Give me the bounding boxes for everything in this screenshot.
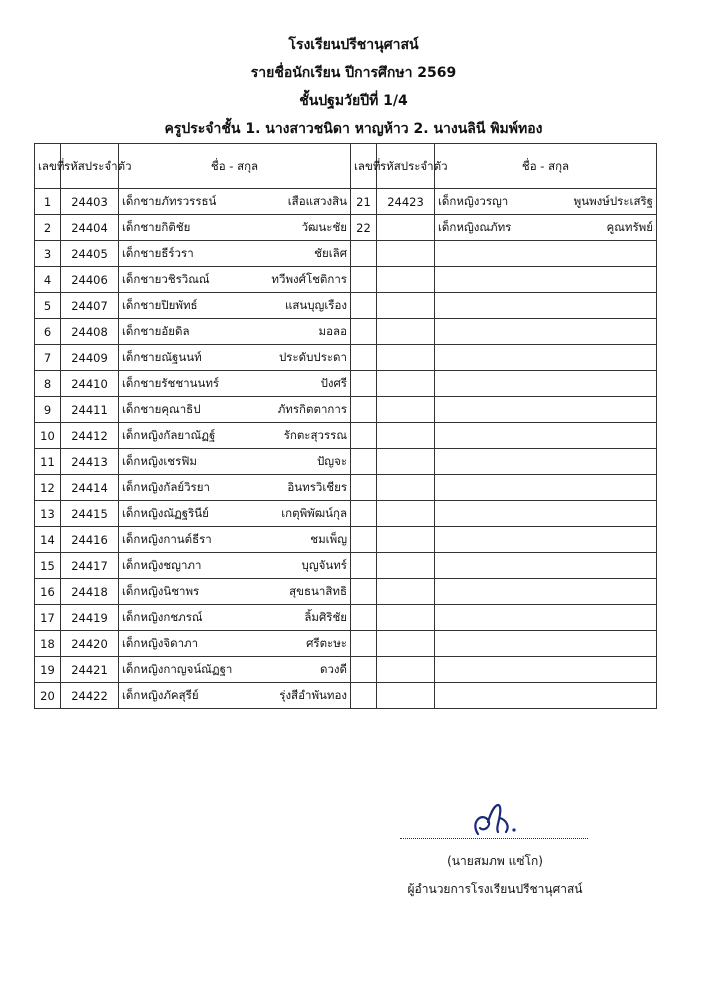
student-first-name: เด็กหญิงภัคสุรีย์ bbox=[122, 687, 199, 702]
student-id-right bbox=[377, 683, 435, 709]
student-last-name: มอลอ bbox=[318, 323, 347, 338]
student-name-cell-left bbox=[119, 579, 351, 605]
student-name-left bbox=[122, 635, 347, 653]
student-id-right bbox=[377, 293, 435, 319]
student-id-right bbox=[377, 501, 435, 527]
student-name-cell-right bbox=[435, 397, 657, 423]
student-name-cell-left bbox=[119, 631, 351, 657]
student-first-name: เด็กหญิงกานต์ธีรา bbox=[122, 531, 212, 546]
student-name-cell-right bbox=[435, 449, 657, 475]
table-row bbox=[35, 371, 657, 397]
student-last-name: แสนบุญเรือง bbox=[284, 297, 347, 312]
student-id-right bbox=[377, 449, 435, 475]
student-last-name: คูณทรัพย์ bbox=[606, 219, 653, 234]
student-name-cell-right bbox=[435, 553, 657, 579]
student-id-left: 24404 bbox=[61, 215, 119, 241]
student-name-cell-right bbox=[435, 423, 657, 449]
table-row bbox=[35, 631, 657, 657]
student-name-left bbox=[122, 349, 347, 367]
student-name-cell-right bbox=[435, 527, 657, 553]
student-first-name: เด็กชายวชิรวิณณ์ bbox=[122, 271, 210, 286]
class-name: ชั้นปฐมวัยปีที่ 1/4 bbox=[299, 93, 408, 109]
student-id-left: 24421 bbox=[61, 657, 119, 683]
table-row bbox=[35, 475, 657, 501]
student-name-cell-left bbox=[119, 475, 351, 501]
student-name-cell-right bbox=[435, 319, 657, 345]
student-last-name: บุญจันทร์ bbox=[301, 557, 347, 572]
student-no-left: 15 bbox=[35, 553, 61, 579]
student-no-left: 6 bbox=[35, 319, 61, 345]
student-name-cell-left bbox=[119, 189, 351, 215]
student-last-name: ศรีตะษะ bbox=[306, 635, 347, 650]
student-id-right bbox=[377, 319, 435, 345]
table-row bbox=[35, 241, 657, 267]
student-name-left bbox=[122, 479, 347, 497]
student-name-left bbox=[122, 505, 347, 523]
student-first-name: เด็กหญิงกัลยาณัฏฐ์ bbox=[122, 427, 216, 442]
student-name-cell-right bbox=[435, 605, 657, 631]
student-name-left bbox=[122, 271, 347, 289]
student-last-name: ปังศรี bbox=[320, 375, 347, 390]
table-row bbox=[35, 683, 657, 709]
table-row bbox=[35, 397, 657, 423]
student-no-right bbox=[351, 683, 377, 709]
student-name-left bbox=[122, 297, 347, 315]
student-first-name: เด็กหญิงนิชาพร bbox=[122, 583, 200, 598]
student-name-cell-left bbox=[119, 423, 351, 449]
student-name-cell-left bbox=[119, 293, 351, 319]
student-name-cell-right bbox=[435, 293, 657, 319]
student-id-left: 24420 bbox=[61, 631, 119, 657]
student-no-left: 16 bbox=[35, 579, 61, 605]
table-row bbox=[35, 293, 657, 319]
table-row bbox=[35, 423, 657, 449]
signatory-name: (นายสมภพ แซ่โก) bbox=[447, 854, 543, 868]
student-name-cell-right bbox=[435, 215, 657, 241]
student-no-left: 19 bbox=[35, 657, 61, 683]
table-row bbox=[35, 267, 657, 293]
list-title: รายชื่อนักเรียน ปีการศึกษา 2569 bbox=[250, 65, 457, 81]
student-id-left: 24414 bbox=[61, 475, 119, 501]
student-first-name: เด็กหญิงวรญา bbox=[438, 193, 509, 208]
student-name-cell-left bbox=[119, 605, 351, 631]
student-no-right: 21 bbox=[351, 189, 377, 215]
student-name-cell-right bbox=[435, 631, 657, 657]
student-name-left bbox=[122, 323, 347, 341]
student-first-name: เด็กหญิงชญาภา bbox=[122, 557, 202, 572]
student-id-right bbox=[377, 423, 435, 449]
student-no-left: 5 bbox=[35, 293, 61, 319]
student-no-right bbox=[351, 579, 377, 605]
table-row bbox=[35, 189, 657, 215]
student-no-right bbox=[351, 449, 377, 475]
student-first-name: เด็กชายธีร์วรา bbox=[122, 245, 194, 260]
student-id-right bbox=[377, 553, 435, 579]
table-row bbox=[35, 345, 657, 371]
student-id-left: 24422 bbox=[61, 683, 119, 709]
table-row bbox=[35, 319, 657, 345]
student-no-right bbox=[351, 657, 377, 683]
student-last-name: รุ่งสีอำพันทอง bbox=[279, 687, 347, 702]
student-first-name: เด็กชายคุณาธิป bbox=[122, 401, 201, 416]
roster-body bbox=[35, 189, 657, 709]
table-row bbox=[35, 579, 657, 605]
student-name-cell-right bbox=[435, 189, 657, 215]
student-id-left: 24411 bbox=[61, 397, 119, 423]
student-id-left: 24410 bbox=[61, 371, 119, 397]
student-id-left: 24405 bbox=[61, 241, 119, 267]
student-first-name: เด็กชายปิยพัทธ์ bbox=[122, 297, 198, 312]
student-last-name: ประดับประดา bbox=[278, 349, 347, 364]
student-last-name: เสือแสวงสิน bbox=[287, 193, 347, 208]
student-id-right bbox=[377, 267, 435, 293]
header-no-right: เลขที่ bbox=[351, 144, 377, 189]
student-no-right bbox=[351, 527, 377, 553]
student-last-name: ชมเพ็ญ bbox=[310, 531, 347, 546]
student-id-right bbox=[377, 657, 435, 683]
student-last-name: อินทรวิเชียร bbox=[287, 479, 347, 494]
student-no-left: 11 bbox=[35, 449, 61, 475]
student-first-name: เด็กหญิงกาญจน์ณัฏฐา bbox=[122, 661, 233, 676]
student-name-left bbox=[122, 427, 347, 445]
header-id-right: รหัสประจำตัว bbox=[377, 144, 435, 189]
student-name-cell-right bbox=[435, 683, 657, 709]
student-name-cell-left bbox=[119, 449, 351, 475]
student-name-cell-left bbox=[119, 501, 351, 527]
student-no-left: 13 bbox=[35, 501, 61, 527]
student-no-right bbox=[351, 319, 377, 345]
student-name-left bbox=[122, 661, 347, 679]
student-no-left: 2 bbox=[35, 215, 61, 241]
table-row bbox=[35, 553, 657, 579]
student-name-cell-right bbox=[435, 371, 657, 397]
student-name-left bbox=[122, 453, 347, 471]
student-id-right bbox=[377, 605, 435, 631]
student-last-name: วัฒนะชัย bbox=[301, 219, 347, 234]
student-no-right bbox=[351, 501, 377, 527]
student-last-name: ชัยเลิศ bbox=[314, 245, 347, 260]
table-row bbox=[35, 605, 657, 631]
student-first-name: เด็กชายอัยดิล bbox=[122, 323, 190, 338]
student-no-left: 4 bbox=[35, 267, 61, 293]
student-name-cell-left bbox=[119, 267, 351, 293]
header-name-left: ชื่อ - สกุล bbox=[119, 144, 351, 189]
header-name-right: ชื่อ - สกุล bbox=[435, 144, 657, 189]
student-name-left bbox=[122, 245, 347, 263]
student-no-left: 1 bbox=[35, 189, 61, 215]
table-row bbox=[35, 527, 657, 553]
student-no-right bbox=[351, 475, 377, 501]
school-name: โรงเรียนปรีชานุศาสน์ bbox=[288, 37, 419, 53]
student-id-right bbox=[377, 397, 435, 423]
student-name-right bbox=[438, 193, 653, 211]
student-name-cell-left bbox=[119, 657, 351, 683]
student-id-left: 24406 bbox=[61, 267, 119, 293]
header-no-left: เลขที่ bbox=[35, 144, 61, 189]
student-id-left: 24408 bbox=[61, 319, 119, 345]
student-id-right bbox=[377, 215, 435, 241]
student-id-left: 24416 bbox=[61, 527, 119, 553]
student-name-cell-left bbox=[119, 527, 351, 553]
student-id-right bbox=[377, 371, 435, 397]
student-first-name: เด็กชายภัทรวรรธน์ bbox=[122, 193, 217, 208]
student-name-cell-right bbox=[435, 657, 657, 683]
student-id-right bbox=[377, 527, 435, 553]
student-last-name: ทวีพงศ์โชติการ bbox=[271, 271, 347, 286]
header-id-left: รหัสประจำตัว bbox=[61, 144, 119, 189]
student-no-left: 14 bbox=[35, 527, 61, 553]
student-first-name: เด็กหญิงกัลย์วิรยา bbox=[122, 479, 210, 494]
student-first-name: เด็กชายกิติชัย bbox=[122, 219, 191, 234]
student-last-name: ปัญจะ bbox=[316, 453, 347, 468]
student-no-right bbox=[351, 397, 377, 423]
student-first-name: เด็กหญิงณัฏฐรินีย์ bbox=[122, 505, 209, 520]
signature-line bbox=[400, 836, 588, 839]
table-row bbox=[35, 657, 657, 683]
student-id-left: 24413 bbox=[61, 449, 119, 475]
student-last-name: เกตุพิพัฒน์กุล bbox=[281, 505, 347, 520]
student-id-right: 24423 bbox=[377, 189, 435, 215]
student-id-left: 24417 bbox=[61, 553, 119, 579]
student-first-name: เด็กหญิงณภัทร bbox=[438, 219, 512, 234]
student-no-left: 18 bbox=[35, 631, 61, 657]
student-name-cell-left bbox=[119, 553, 351, 579]
student-no-right bbox=[351, 553, 377, 579]
student-first-name: เด็กชายรัชชานนทร์ bbox=[122, 375, 220, 390]
student-name-left bbox=[122, 609, 347, 627]
student-id-left: 24403 bbox=[61, 189, 119, 215]
student-name-cell-left bbox=[119, 345, 351, 371]
student-first-name: เด็กหญิงจิดาภา bbox=[122, 635, 199, 650]
student-last-name: รักตะสุวรรณ bbox=[283, 427, 347, 442]
student-id-right bbox=[377, 631, 435, 657]
table-header-row bbox=[35, 144, 657, 189]
student-last-name: ดวงดี bbox=[319, 661, 347, 676]
student-name-left bbox=[122, 193, 347, 211]
student-first-name: เด็กชายณัฐนนท์ bbox=[122, 349, 202, 364]
student-no-right bbox=[351, 345, 377, 371]
student-name-cell-right bbox=[435, 345, 657, 371]
student-name-cell-right bbox=[435, 579, 657, 605]
signatory-role: ผู้อำนวยการโรงเรียนปรีชานุศาสน์ bbox=[407, 882, 583, 896]
student-name-cell-right bbox=[435, 241, 657, 267]
student-name-left bbox=[122, 557, 347, 575]
table-row bbox=[35, 449, 657, 475]
homeroom-teachers: ครูประจำชั้น 1. นางสาวชนิดา หาญห้าว 2. นางนลินี พิมพ์ทอง bbox=[164, 121, 543, 137]
student-last-name: สุขธนาสิทธิ bbox=[289, 583, 347, 598]
student-no-right bbox=[351, 371, 377, 397]
student-id-right bbox=[377, 345, 435, 371]
student-name-left bbox=[122, 583, 347, 601]
student-name-cell-left bbox=[119, 371, 351, 397]
student-name-left bbox=[122, 219, 347, 237]
student-no-left: 8 bbox=[35, 371, 61, 397]
student-id-left: 24418 bbox=[61, 579, 119, 605]
student-no-left: 7 bbox=[35, 345, 61, 371]
student-id-left: 24415 bbox=[61, 501, 119, 527]
student-id-left: 24407 bbox=[61, 293, 119, 319]
student-no-right bbox=[351, 241, 377, 267]
signature bbox=[400, 792, 590, 840]
student-id-right bbox=[377, 579, 435, 605]
student-no-right bbox=[351, 293, 377, 319]
student-name-cell-right bbox=[435, 267, 657, 293]
student-id-right bbox=[377, 241, 435, 267]
student-no-right bbox=[351, 605, 377, 631]
student-id-right bbox=[377, 475, 435, 501]
student-name-cell-left bbox=[119, 397, 351, 423]
table-row bbox=[35, 501, 657, 527]
student-name-cell-left bbox=[119, 683, 351, 709]
student-no-left: 12 bbox=[35, 475, 61, 501]
student-no-left: 9 bbox=[35, 397, 61, 423]
student-last-name: พูนพงษ์ประเสริฐ bbox=[573, 193, 653, 208]
student-name-cell-right bbox=[435, 475, 657, 501]
student-first-name: เด็กหญิงกชภรณ์ bbox=[122, 609, 203, 624]
student-id-left: 24412 bbox=[61, 423, 119, 449]
student-name-cell-left bbox=[119, 319, 351, 345]
student-no-left: 10 bbox=[35, 423, 61, 449]
student-name-cell-left bbox=[119, 215, 351, 241]
student-name-left bbox=[122, 375, 347, 393]
student-no-left: 3 bbox=[35, 241, 61, 267]
student-name-right bbox=[438, 219, 653, 237]
student-no-right: 22 bbox=[351, 215, 377, 241]
student-name-cell-right bbox=[435, 501, 657, 527]
student-no-right bbox=[351, 631, 377, 657]
student-id-left: 24409 bbox=[61, 345, 119, 371]
student-name-left bbox=[122, 687, 347, 705]
student-roster-table bbox=[34, 143, 657, 709]
student-name-cell-left bbox=[119, 241, 351, 267]
student-id-left: 24419 bbox=[61, 605, 119, 631]
student-first-name: เด็กหญิงเชรฟิม bbox=[122, 453, 197, 468]
student-name-left bbox=[122, 401, 347, 419]
student-no-right bbox=[351, 423, 377, 449]
table-row bbox=[35, 215, 657, 241]
student-last-name: ลิ้มศิริชัย bbox=[304, 609, 347, 624]
student-no-left: 17 bbox=[35, 605, 61, 631]
student-name-left bbox=[122, 531, 347, 549]
student-no-right bbox=[351, 267, 377, 293]
student-no-left: 20 bbox=[35, 683, 61, 709]
student-last-name: ภัทรกิตตาการ bbox=[277, 401, 347, 416]
